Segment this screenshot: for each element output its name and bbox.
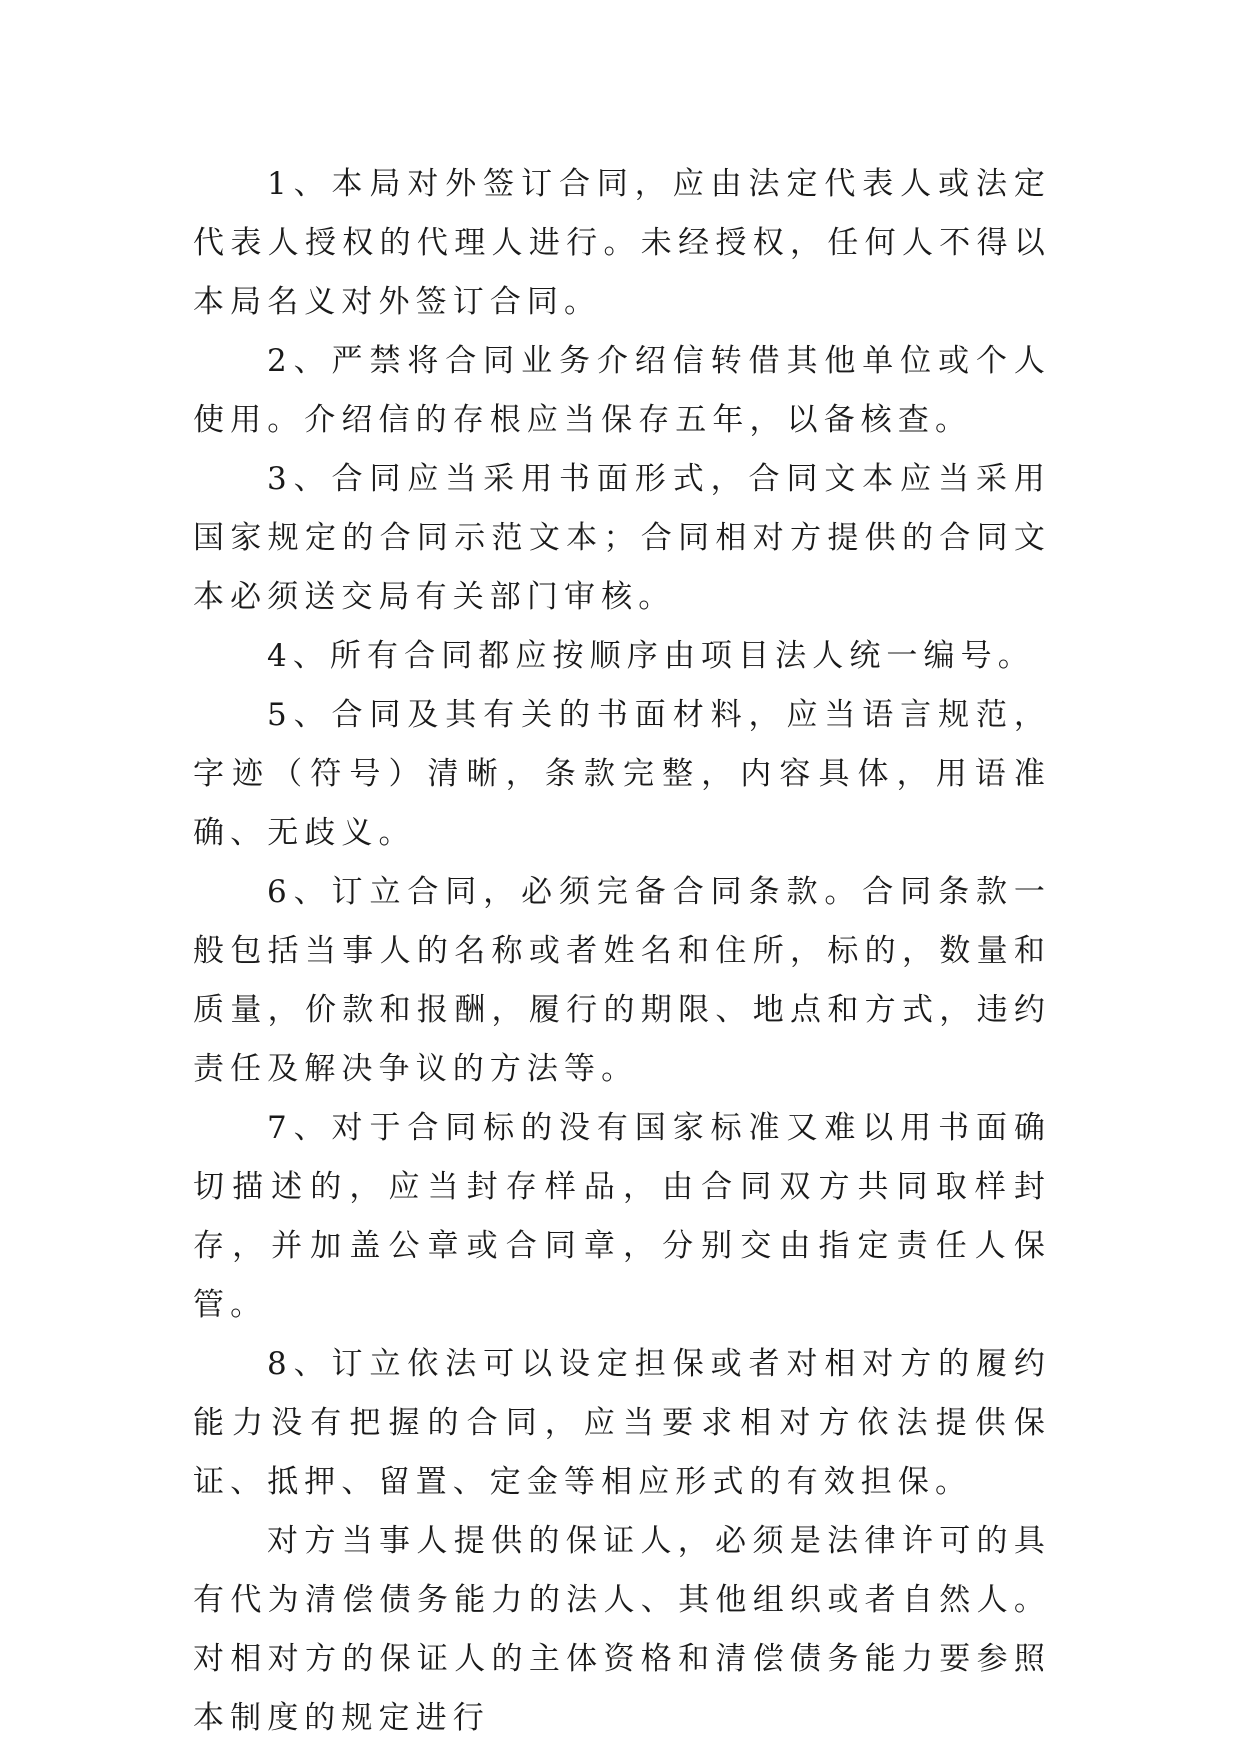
paragraph-3: 3、合同应当采用书面形式，合同文本应当采用国家规定的合同示范文本；合同相对方提供的合同文本必须送交局有关部门审核。 (193, 461, 1051, 615)
paragraph-8: 8、订立依法可以设定担保或者对相对方的履约能力没有把握的合同，应当要求相对方依法提供保证、抵押、留置、定金等相应形式的有效担保。 (193, 1346, 1051, 1500)
paragraph-1: 1、本局对外签订合同，应由法定代表人或法定代表人授权的代理人进行。未经授权，任何人不得以本局名义对外签订合同。 (193, 166, 1051, 320)
paragraph-7: 7、对于合同标的没有国家标准又难以用书面确切描述的，应当封存样品，由合同双方共同取样封存，并加盖公章或合同章，分别交由指定责任人保管。 (193, 1110, 1051, 1323)
paragraph-9: 对方当事人提供的保证人，必须是法律许可的具有代为清偿债务能力的法人、其他组织或者自然人。对相对方的保证人的主体资格和清偿债务能力要参照本制度的规定进行 (193, 1523, 1051, 1736)
paragraph-5: 5、合同及其有关的书面材料，应当语言规范，字迹（符号）清晰，条款完整，内容具体，用语准确、无歧义。 (193, 697, 1051, 851)
paragraph-4: 4、所有合同都应按顺序由项目法人统一编号。 (267, 638, 1035, 674)
paragraph-2: 2、严禁将合同业务介绍信转借其他单位或个人使用。介绍信的存根应当保存五年，以备核查。 (193, 343, 1051, 438)
paragraph-6: 6、订立合同，必须完备合同条款。合同条款一般包括当事人的名称或者姓名和住所，标的，数量和质量，价款和报酬，履行的期限、地点和方式，违约责任及解决争议的方法等。 (193, 874, 1051, 1087)
document-page (193, 155, 1051, 1748)
